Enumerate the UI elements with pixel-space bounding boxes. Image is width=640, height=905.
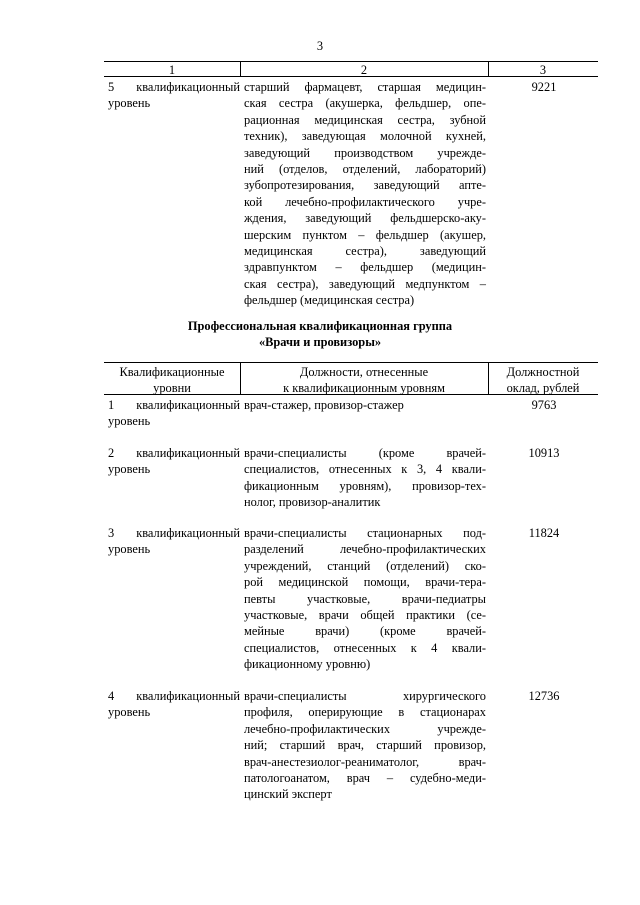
row-3-level [108, 525, 240, 558]
duty-line: медицинская сестра), заведующий [244, 244, 486, 259]
duty-line: зубопротезирования, заведующий апте- [244, 178, 486, 193]
group-title-line1: Профессиональная квалификационная группа [187, 319, 453, 333]
duty-line: разделений лечебно-профилактических [244, 542, 486, 557]
duty-line: врачи-специалисты стационарных под- [244, 526, 486, 540]
row-2-level [108, 445, 240, 478]
col-number-3: 3 [539, 63, 547, 77]
row-4-duties [244, 688, 486, 803]
duty-line: ская сестра (акушерка, фельдшер, опе- [244, 96, 486, 111]
row-4-salary: 12736 [528, 689, 560, 703]
level-line: уровень [108, 462, 151, 477]
header-line: уровни [153, 381, 191, 395]
row-4-level [108, 688, 240, 721]
level-line: уровень [108, 414, 151, 429]
duty-line: рационная медицинская сестра, зубной [244, 112, 486, 127]
duty-line: профиля, оперирующие в стационарах [244, 705, 486, 720]
level-line: 4 квалификационный [108, 689, 240, 703]
duty-line: врачи-специалисты (кроме врачей- [244, 446, 486, 460]
duty-line: участковые, врачи общей практики (се- [244, 608, 486, 623]
header-qualification-levels [104, 364, 240, 396]
row-2-salary: 10913 [528, 446, 560, 460]
duty-line: заведующий производством учрежде- [244, 145, 486, 160]
header-line: Должностной [506, 365, 580, 379]
level-line: уровень [108, 705, 151, 720]
duty-line: нолог, провизор-аналитик [244, 495, 381, 510]
row-1-level [108, 397, 240, 430]
duty-line: врач-анестезиолог-реаниматолог, врач- [244, 754, 486, 769]
duty-line: врач-стажер, провизор-стажер [244, 398, 404, 412]
level-line: уровень [108, 96, 151, 111]
duty-line: здравпунктом – фельдшер (медицин- [244, 260, 486, 275]
col-number-1: 1 [168, 63, 176, 77]
header-line: Должности, отнесенные [299, 365, 429, 379]
duty-line: ская сестра), заведующий медпунктом – [244, 276, 486, 291]
duty-line: цинский эксперт [244, 787, 332, 802]
level-line: 3 квалификационный [108, 526, 240, 540]
duty-line: рой медицинской помощи, врачи-тера- [244, 575, 486, 590]
top-row-duties [244, 79, 486, 309]
duty-line: специалистов, отнесенных к 3, 4 квали- [244, 462, 486, 477]
level-line: 5 квалификационный [108, 80, 240, 94]
duty-line: кой лечебно-профилактического учре- [244, 194, 486, 209]
duty-line: фикационным уровням), провизор-тех- [244, 478, 486, 493]
duty-line: врачи-специалисты хирургического [244, 689, 486, 703]
header-line: Квалификационные [119, 365, 225, 379]
duty-line: специалистов, отнесенных к 4 квали- [244, 640, 486, 655]
header-line: оклад, рублей [506, 381, 580, 395]
row-3-duties [244, 525, 486, 673]
duty-line: мейные врачи) (кроме врачей- [244, 624, 486, 639]
header-line: к квалификационным уровням [283, 381, 445, 395]
page-number: 3 [316, 39, 324, 53]
level-line: 1 квалификационный [108, 398, 240, 412]
duty-line: старший фармацевт, старшая медицин- [244, 80, 486, 94]
duty-line: шерским пунктом – фельдшер (акушер, [244, 227, 486, 242]
header-salary [488, 364, 598, 396]
duty-line: ний (отделов, отделений, лабораторий) [244, 162, 486, 177]
duty-line: лечебно-профилактических учрежде- [244, 721, 486, 736]
header-positions [240, 364, 488, 396]
duty-line: фикационному уровню) [244, 657, 371, 672]
row-1-salary: 9763 [531, 398, 557, 412]
row-2-duties [244, 445, 486, 511]
group-title-line2: «Врачи и провизоры» [258, 335, 382, 349]
level-line: уровень [108, 542, 151, 557]
duty-line: патологоанатом, врач – судебно-меди- [244, 771, 486, 786]
duty-line: ждения, заведующий фельдшерско-аку- [244, 211, 486, 226]
top-row-salary: 9221 [531, 80, 557, 94]
duty-line: техник), заведующая молочной кухней, [244, 129, 486, 144]
top-row-level [108, 79, 240, 112]
duty-line: ний; старший врач, старший провизор, [244, 738, 486, 753]
duty-line: певты участковые, врачи-педиатры [244, 591, 486, 606]
duty-line: фельдшер (медицинская сестра) [244, 293, 415, 308]
col-number-2: 2 [360, 63, 368, 77]
row-1-duties [244, 397, 486, 413]
row-3-salary: 11824 [528, 526, 560, 540]
level-line: 2 квалификационный [108, 446, 240, 460]
duty-line: учреждений, станций (отделений) ско- [244, 558, 486, 573]
group-table-top-border [104, 362, 598, 363]
